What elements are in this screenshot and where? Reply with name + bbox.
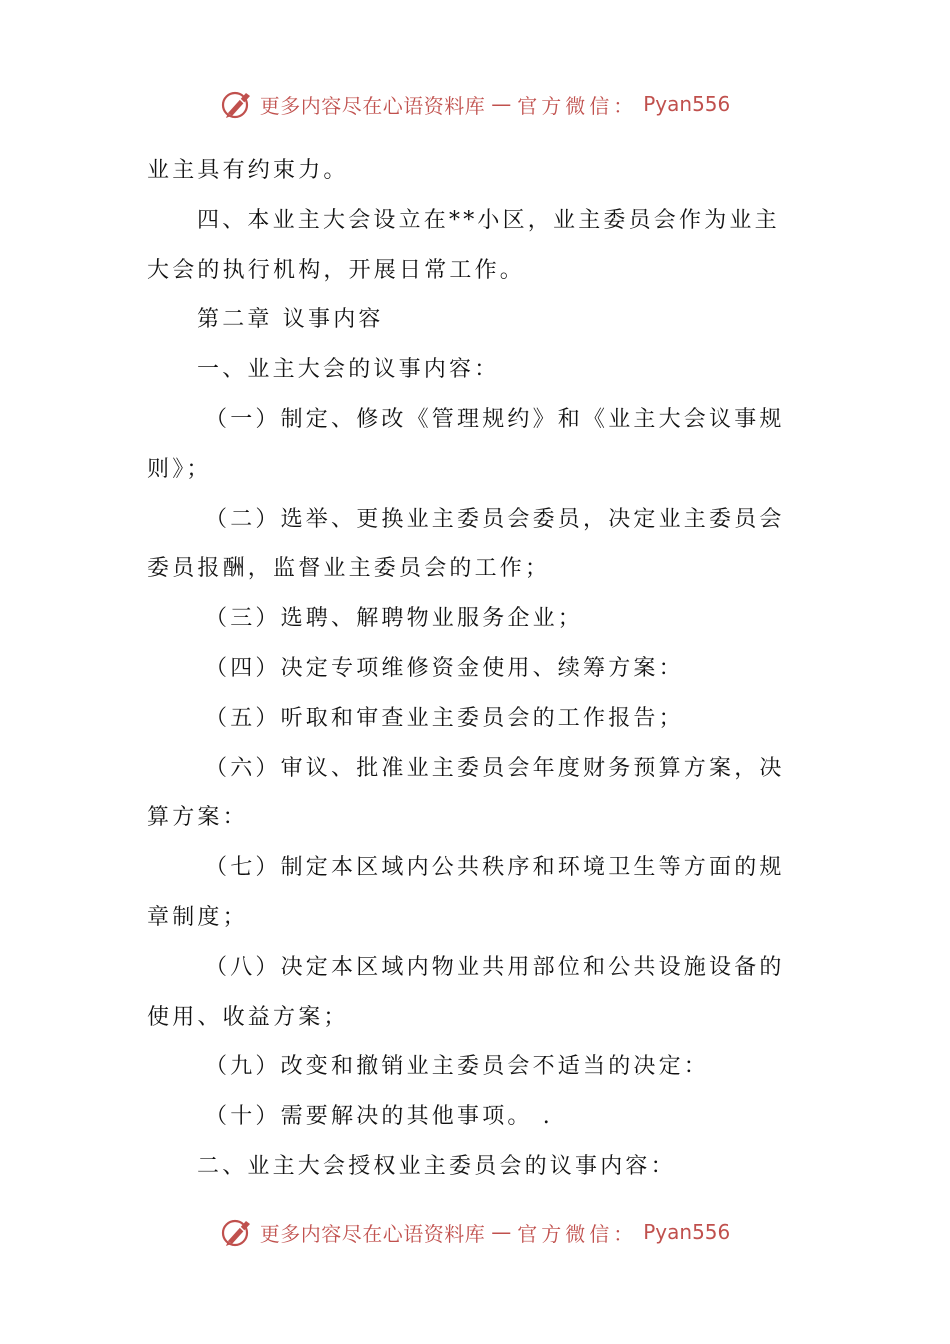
list-item: （十）需要解决的其他事项。 .: [205, 1104, 553, 1130]
body-line: 四、本业主大会设立在**小区，业主委员会作为业主: [197, 207, 780, 233]
watermark-dash: —: [491, 92, 512, 116]
list-item: （六）审议、批准业主委员会年度财务预算方案，决: [205, 755, 785, 781]
list-item: （二）选举、更换业主委员会委员，决定业主委员会: [205, 506, 785, 532]
pen-circle-logo-icon: [220, 87, 254, 121]
body-line: 大会的执行机构，开展日常工作。: [147, 257, 526, 283]
section-heading: 二、业主大会授权业主委员会的议事内容：: [197, 1153, 676, 1179]
list-item: （三）选聘、解聘物业服务企业；: [205, 606, 584, 632]
list-item-continuation: 算方案：: [147, 805, 248, 831]
watermark-wechat-id: Pyan556: [643, 92, 731, 116]
list-item-continuation: 则》；: [147, 456, 212, 482]
list-item: （四）决定专项维修资金使用、续筹方案：: [205, 655, 684, 681]
list-item: （五）听取和审查业主委员会的工作报告；: [205, 705, 684, 731]
list-item: （九）改变和撤销业主委员会不适当的决定：: [205, 1054, 710, 1080]
document-body: [147, 146, 807, 1192]
watermark-dash: —: [491, 1220, 512, 1244]
list-item-continuation: 使用、收益方案；: [147, 1004, 349, 1030]
header-watermark: [0, 84, 950, 124]
footer-watermark: [0, 1212, 950, 1252]
body-line: 业主具有约束力。: [147, 158, 349, 183]
list-item: （七）制定本区域内公共秩序和环境卫生等方面的规: [205, 855, 785, 881]
watermark-brand-text: 更多内容尽在心语资料库: [259, 93, 486, 118]
chapter-heading: 第二章 议事内容: [197, 307, 384, 333]
watermark-official-label: 官方微信：: [517, 93, 638, 118]
list-item-continuation: 章制度；: [147, 904, 248, 930]
list-item: （一）制定、修改《管理规约》和《业主大会议事规: [205, 406, 785, 432]
watermark-wechat-id: Pyan556: [643, 1220, 731, 1244]
section-heading: 一、业主大会的议事内容：: [197, 357, 500, 383]
watermark-official-label: 官方微信：: [517, 1221, 638, 1246]
list-item: （八）决定本区域内物业共用部位和公共设施设备的: [205, 954, 785, 980]
watermark-brand-text: 更多内容尽在心语资料库: [259, 1221, 486, 1246]
pen-circle-logo-icon: [220, 1215, 254, 1249]
list-item-continuation: 委员报酬，监督业主委员会的工作；: [147, 556, 551, 582]
